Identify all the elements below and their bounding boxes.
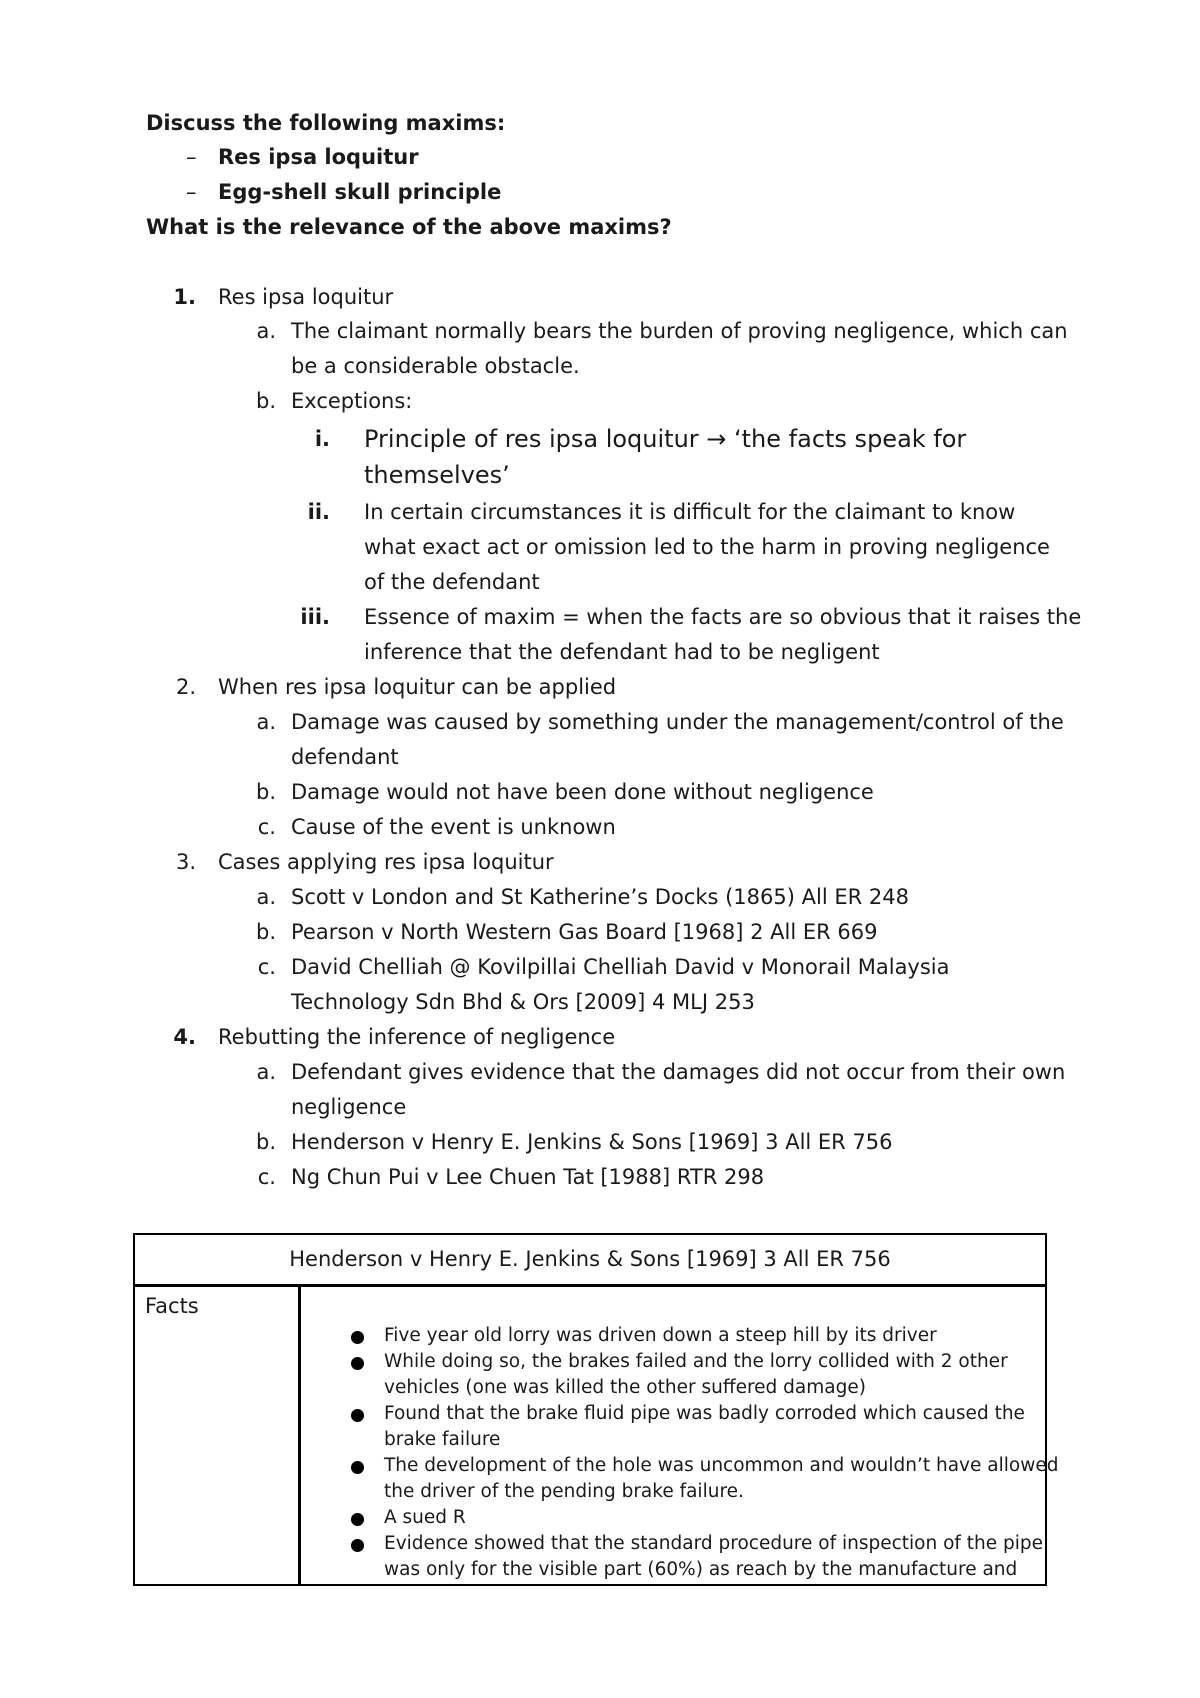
item-marker: b.	[255, 780, 276, 804]
section-title: Res ipsa loquitur	[218, 285, 394, 309]
item-text: David Chelliah @ Kovilpillai Chelliah David v Monorail Malaysia	[291, 955, 950, 979]
item-text: defendant	[291, 745, 399, 769]
item-text: Cause of the event is unknown	[291, 815, 616, 839]
dash-marker: –	[186, 145, 197, 169]
item-text: Damage would not have been done without negligence	[291, 780, 874, 804]
bullet-icon	[351, 1357, 364, 1370]
item-marker: b.	[255, 920, 276, 944]
fact-text: Found that the brake fluid pipe was badly corroded which caused the	[384, 1403, 1025, 1424]
bullet-icon	[351, 1513, 364, 1526]
roman-text: inference that the defendant had to be negligent	[364, 640, 880, 664]
section-number: 2.	[175, 675, 196, 699]
section-number: 1.	[173, 285, 196, 309]
roman-text: of the defendant	[364, 570, 540, 594]
item-marker: c.	[257, 815, 276, 839]
item-text: Pearson v North Western Gas Board [1968] 2 All ER 669	[291, 920, 878, 944]
bullet-icon	[351, 1461, 364, 1474]
item-marker: a.	[256, 1060, 276, 1084]
item-text: be a considerable obstacle.	[291, 354, 580, 378]
bullet-icon	[351, 1331, 364, 1344]
facts-label: Facts	[145, 1294, 199, 1318]
item-text: Henderson v Henry E. Jenkins & Sons [1969] 3 All ER 756	[291, 1130, 893, 1154]
section-number: 3.	[175, 850, 196, 874]
roman-marker: ii.	[307, 500, 330, 524]
roman-marker: iii.	[300, 605, 330, 629]
fact-text: the driver of the pending brake failure.	[384, 1481, 744, 1502]
item-marker: c.	[257, 1165, 276, 1189]
section-number: 4.	[173, 1025, 196, 1049]
intro-question: What is the relevance of the above maxims?	[146, 215, 672, 239]
item-marker: a.	[256, 885, 276, 909]
roman-text: Essence of maxim = when the facts are so obvious that it raises the	[364, 605, 1082, 629]
item-marker: b.	[255, 1130, 276, 1154]
item-text: Exceptions:	[291, 389, 413, 413]
fact-text: Evidence showed that the standard procedure of inspection of the pipe	[384, 1533, 1044, 1554]
item-marker: a.	[256, 710, 276, 734]
bullet-icon	[351, 1539, 364, 1552]
item-marker: b.	[255, 389, 276, 413]
fact-text: A sued R	[384, 1507, 466, 1528]
fact-text: brake failure	[384, 1429, 501, 1450]
item-text: Damage was caused by something under the management/control of the	[291, 710, 1064, 734]
item-text: negligence	[291, 1095, 407, 1119]
item-text: Ng Chun Pui v Lee Chuen Tat [1988] RTR 298	[291, 1165, 765, 1189]
fact-text: vehicles (one was killed the other suffered damage)	[384, 1377, 866, 1398]
item-text: Defendant gives evidence that the damages did not occur from their own	[291, 1060, 1066, 1084]
case-table	[133, 1233, 1059, 1586]
item-marker: a.	[256, 319, 276, 343]
fact-text: The development of the hole was uncommon and wouldn’t have allowed	[384, 1455, 1059, 1476]
roman-marker: i.	[314, 427, 330, 451]
item-marker: c.	[257, 955, 276, 979]
maxim-item: Egg-shell skull principle	[218, 180, 502, 204]
case-table-header: Henderson v Henry E. Jenkins & Sons [1969] 3 All ER 756	[135, 1235, 1045, 1287]
roman-text: what exact act or omission led to the harm in proving negligence	[364, 535, 1050, 559]
item-text: Technology Sdn Bhd & Ors [2009] 4 MLJ 253	[291, 990, 755, 1014]
item-text: The claimant normally bears the burden of proving negligence, which can	[291, 319, 1068, 343]
dash-marker: –	[186, 180, 197, 204]
section-title: Rebutting the inference of negligence	[218, 1025, 616, 1049]
fact-text: Five year old lorry was driven down a steep hill by its driver	[384, 1325, 937, 1346]
fact-text: While doing so, the brakes failed and the lorry collided with 2 other	[384, 1351, 1008, 1372]
fact-text: was only for the visible part (60%) as reach by the manufacture and	[384, 1559, 1018, 1580]
item-text: Scott v London and St Katherine’s Docks (1865) All ER 248	[291, 885, 909, 909]
roman-text: Principle of res ipsa loquitur → ‘the facts speak for	[364, 425, 967, 453]
intro-heading: Discuss the following maxims:	[146, 111, 506, 135]
roman-text: In certain circumstances it is difficult for the claimant to know	[364, 500, 1016, 524]
roman-text: themselves’	[364, 461, 510, 489]
bullet-icon	[351, 1409, 364, 1422]
column-divider	[298, 1284, 301, 1584]
maxim-item: Res ipsa loquitur	[218, 145, 419, 169]
section-title: When res ipsa loquitur can be applied	[218, 675, 617, 699]
section-title: Cases applying res ipsa loquitur	[218, 850, 554, 874]
